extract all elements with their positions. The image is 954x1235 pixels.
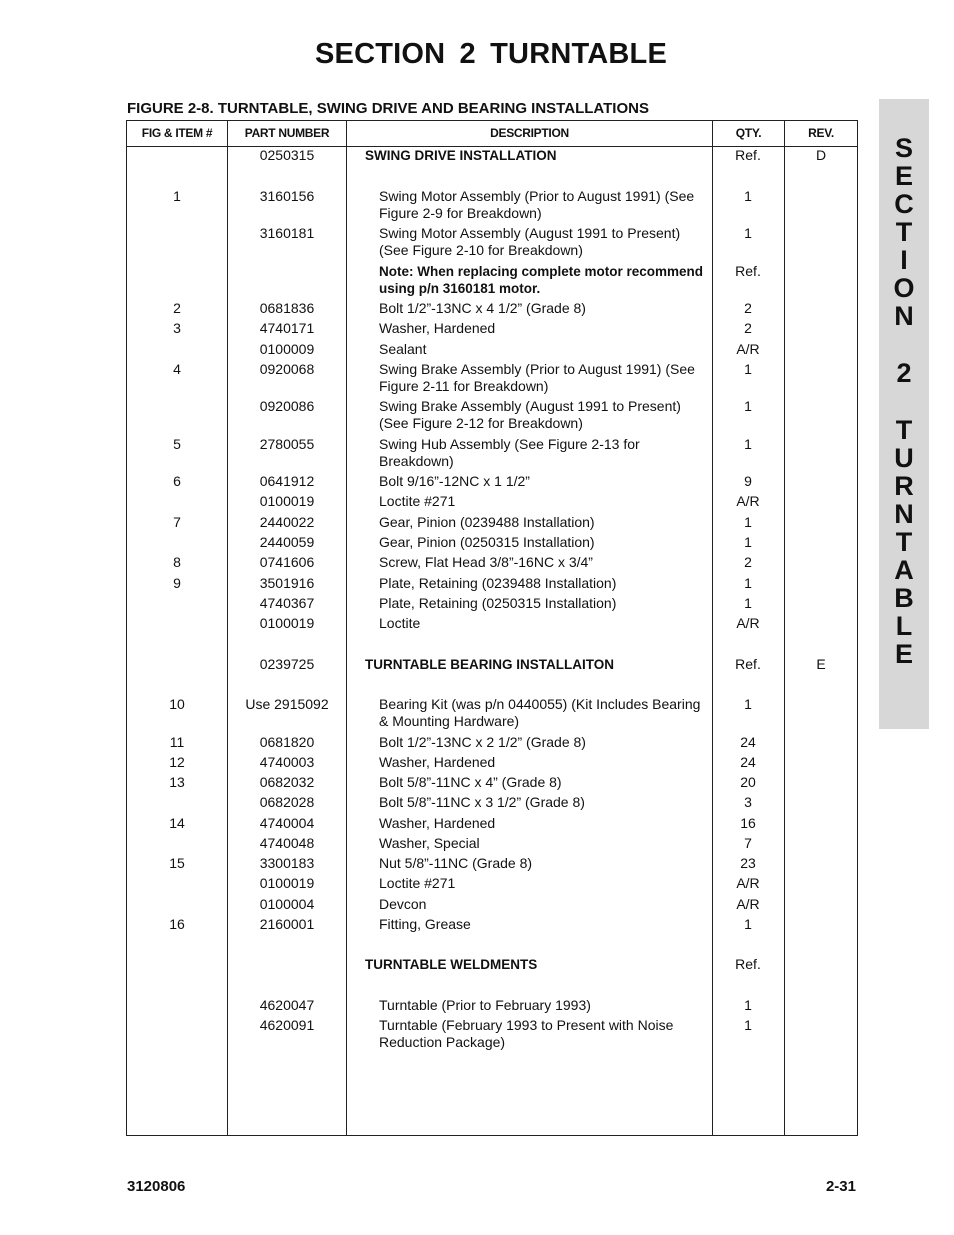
side-tab-letter: S <box>894 133 913 163</box>
cell-quantity: 1 <box>744 361 752 377</box>
cell-quantity: A/R <box>736 341 760 357</box>
cell-description: Plate, Retaining (0250315 Installation) <box>379 595 617 611</box>
cell-description: Washer, Special <box>379 835 480 851</box>
cell-item-number: 5 <box>173 436 181 452</box>
cell-item-number: 7 <box>173 514 181 530</box>
cell-part-number: 0920086 <box>259 398 315 414</box>
cell-description: TURNTABLE WELDMENTS <box>365 957 538 972</box>
side-tab-letter: E <box>894 639 913 669</box>
cell-description: Bolt 9/16”-12NC x 1 1/2” <box>379 473 530 489</box>
cell-description: Turntable (Prior to February 1993) <box>379 997 591 1013</box>
cell-part-number: 0920068 <box>259 361 315 377</box>
cell-part-number: Use 2915092 <box>245 696 329 712</box>
cell-description: SWING DRIVE INSTALLATION <box>365 148 557 163</box>
cell-item-number: 11 <box>169 734 185 750</box>
cell-description: Sealant <box>379 341 427 357</box>
cell-part-number: 4740171 <box>259 320 315 336</box>
cell-part-number: 2440059 <box>259 534 315 550</box>
cell-part-number: 0681820 <box>259 734 315 750</box>
header-part-number: PART NUMBER <box>244 126 330 140</box>
cell-quantity: Ref. <box>735 263 761 279</box>
cell-quantity: Ref. <box>735 147 761 163</box>
cell-description: TURNTABLE BEARING INSTALLAITON <box>365 657 614 672</box>
cell-item-number: 14 <box>169 815 185 831</box>
side-tab-letter: 2 <box>896 358 912 388</box>
cell-description: Turntable (February 1993 to Present with Noise Reduction Package) <box>379 1017 674 1050</box>
side-tab-letter: C <box>894 189 914 219</box>
cell-item-number: 1 <box>173 188 181 204</box>
cell-part-number: 0100009 <box>259 341 315 357</box>
cell-part-number: 3300183 <box>259 855 315 871</box>
cell-description: Washer, Hardened <box>379 320 496 336</box>
cell-part-number: 4620091 <box>259 1017 315 1033</box>
cell-quantity: 1 <box>744 575 752 591</box>
cell-part-number: 0250315 <box>259 147 315 163</box>
cell-part-number: 3160156 <box>259 188 315 204</box>
cell-description: Gear, Pinion (0250315 Installation) <box>379 534 595 550</box>
cell-description: Bolt 5/8”-11NC x 3 1/2” (Grade 8) <box>379 794 585 810</box>
cell-quantity: 1 <box>744 188 752 204</box>
cell-quantity: Ref. <box>735 956 761 972</box>
cell-quantity: 23 <box>740 855 756 871</box>
cell-description: Swing Motor Assembly (Prior to August 1991) (See Figure 2-9 for Breakdown) <box>379 188 695 221</box>
cell-part-number: 3501916 <box>259 575 315 591</box>
cell-item-number: 6 <box>173 473 181 489</box>
header-description: DESCRIPTION <box>490 126 569 140</box>
cell-description: Screw, Flat Head 3/8”-16NC x 3/4” <box>379 554 593 570</box>
cell-part-number: 0100019 <box>259 615 315 631</box>
cell-quantity: 2 <box>744 300 752 316</box>
side-tab-letter: L <box>895 611 913 641</box>
cell-quantity: 1 <box>744 696 752 712</box>
side-tab-letter: B <box>894 583 914 613</box>
cell-item-number: 3 <box>173 320 181 336</box>
cell-part-number: 0100004 <box>259 896 315 912</box>
cell-part-number: 2160001 <box>259 916 315 932</box>
cell-description: Devcon <box>379 896 427 912</box>
cell-description: Bearing Kit (was p/n 0440055) (Kit Includes Bearing & Mounting Hardware) <box>379 696 701 729</box>
cell-part-number: 0681836 <box>259 300 315 316</box>
cell-quantity: 24 <box>740 734 756 750</box>
cell-item-number: 8 <box>173 554 181 570</box>
cell-part-number: 4740003 <box>259 754 315 770</box>
cell-description: Bolt 5/8”-11NC x 4” (Grade 8) <box>379 774 562 790</box>
cell-quantity: 1 <box>744 225 752 241</box>
side-tab-letter: I <box>900 245 908 275</box>
document-number: 3120806 <box>127 1178 186 1195</box>
section-side-tab <box>879 99 929 729</box>
side-tab-letter: N <box>894 301 914 331</box>
cell-part-number: 0100019 <box>259 493 315 509</box>
side-tab-letter: O <box>893 273 915 303</box>
cell-description: Washer, Hardened <box>379 754 496 770</box>
cell-part-number: 0239725 <box>259 656 315 672</box>
side-tab-letter: U <box>894 443 914 473</box>
side-tab-letter: A <box>894 555 914 585</box>
cell-description: Loctite #271 <box>379 875 456 891</box>
side-tab-letter: T <box>895 217 913 247</box>
header-rev: REV. <box>808 126 834 140</box>
cell-revision: D <box>815 147 827 163</box>
cell-quantity: 1 <box>744 916 752 932</box>
side-tab-letter: T <box>895 527 913 557</box>
cell-revision: E <box>816 656 826 672</box>
cell-description: Bolt 1/2”-13NC x 2 1/2” (Grade 8) <box>379 734 586 750</box>
cell-quantity: Ref. <box>735 656 761 672</box>
cell-quantity: 9 <box>744 473 752 489</box>
cell-part-number: 0100019 <box>259 875 315 891</box>
cell-item-number: 4 <box>173 361 181 377</box>
cell-description: Washer, Hardened <box>379 815 496 831</box>
cell-quantity: 2 <box>744 320 752 336</box>
cell-quantity: 2 <box>744 554 752 570</box>
side-tab-letter: T <box>895 415 913 445</box>
figure-title: FIGURE 2-8. TURNTABLE, SWING DRIVE AND BEARING INSTALLATIONS <box>127 100 649 117</box>
side-tab-letter: N <box>894 499 914 529</box>
cell-part-number: 0741606 <box>259 554 315 570</box>
cell-quantity: 1 <box>744 997 752 1013</box>
cell-quantity: 16 <box>740 815 756 831</box>
cell-part-number: 2780055 <box>259 436 315 452</box>
cell-part-number: 4740367 <box>259 595 315 611</box>
cell-part-number: 3160181 <box>259 225 315 241</box>
header-qty: QTY. <box>735 126 762 140</box>
header-fig-item: FIG & ITEM # <box>141 126 213 140</box>
cell-description: Note: When replacing complete motor recommend using p/n 3160181 motor. <box>379 264 704 296</box>
cell-quantity: 1 <box>744 534 752 550</box>
cell-description: Plate, Retaining (0239488 Installation) <box>379 575 617 591</box>
cell-part-number: 4620047 <box>259 997 315 1013</box>
cell-quantity: 3 <box>744 794 752 810</box>
cell-part-number: 0682032 <box>259 774 315 790</box>
cell-part-number: 0682028 <box>259 794 315 810</box>
cell-quantity: 1 <box>744 436 752 452</box>
cell-quantity: 1 <box>744 514 752 530</box>
cell-item-number: 2 <box>173 300 181 316</box>
cell-quantity: 1 <box>744 398 752 414</box>
cell-part-number: 2440022 <box>259 514 315 530</box>
cell-description: Swing Hub Assembly (See Figure 2-13 for Breakdown) <box>379 436 640 469</box>
side-tab-letter: R <box>894 471 914 501</box>
cell-description: Bolt 1/2”-13NC x 4 1/2” (Grade 8) <box>379 300 586 316</box>
cell-part-number: 4740004 <box>259 815 315 831</box>
cell-description: Swing Motor Assembly (August 1991 to Present) (See Figure 2-10 for Breakdown) <box>379 225 681 258</box>
cell-quantity: 1 <box>744 1017 752 1033</box>
cell-item-number: 13 <box>169 774 185 790</box>
cell-quantity: 24 <box>740 754 756 770</box>
column-divider <box>784 120 785 1136</box>
cell-quantity: 7 <box>744 835 752 851</box>
column-divider <box>346 120 347 1136</box>
cell-quantity: A/R <box>736 493 760 509</box>
cell-quantity: A/R <box>736 615 760 631</box>
cell-description: Loctite <box>379 615 421 631</box>
cell-quantity: A/R <box>736 896 760 912</box>
cell-description: Gear, Pinion (0239488 Installation) <box>379 514 595 530</box>
cell-item-number: 12 <box>169 754 185 770</box>
cell-item-number: 10 <box>169 696 185 712</box>
section-title: SECTION 2 TURNTABLE <box>315 38 667 70</box>
cell-item-number: 16 <box>169 916 185 932</box>
cell-part-number: 0641912 <box>259 473 315 489</box>
side-tab-letter: E <box>894 161 913 191</box>
cell-description: Loctite #271 <box>379 493 456 509</box>
cell-description: Swing Brake Assembly (Prior to August 1991) (See Figure 2-11 for Breakdown) <box>379 361 695 394</box>
cell-quantity: 20 <box>740 774 756 790</box>
cell-description: Nut 5/8”-11NC (Grade 8) <box>379 855 533 871</box>
cell-part-number: 4740048 <box>259 835 315 851</box>
cell-description: Swing Brake Assembly (August 1991 to Present) (See Figure 2-12 for Breakdown) <box>379 398 681 431</box>
page-number: 2-31 <box>825 1178 856 1195</box>
cell-item-number: 9 <box>173 575 181 591</box>
cell-quantity: 1 <box>744 595 752 611</box>
cell-item-number: 15 <box>169 855 185 871</box>
cell-description: Fitting, Grease <box>379 916 471 932</box>
cell-quantity: A/R <box>736 875 760 891</box>
